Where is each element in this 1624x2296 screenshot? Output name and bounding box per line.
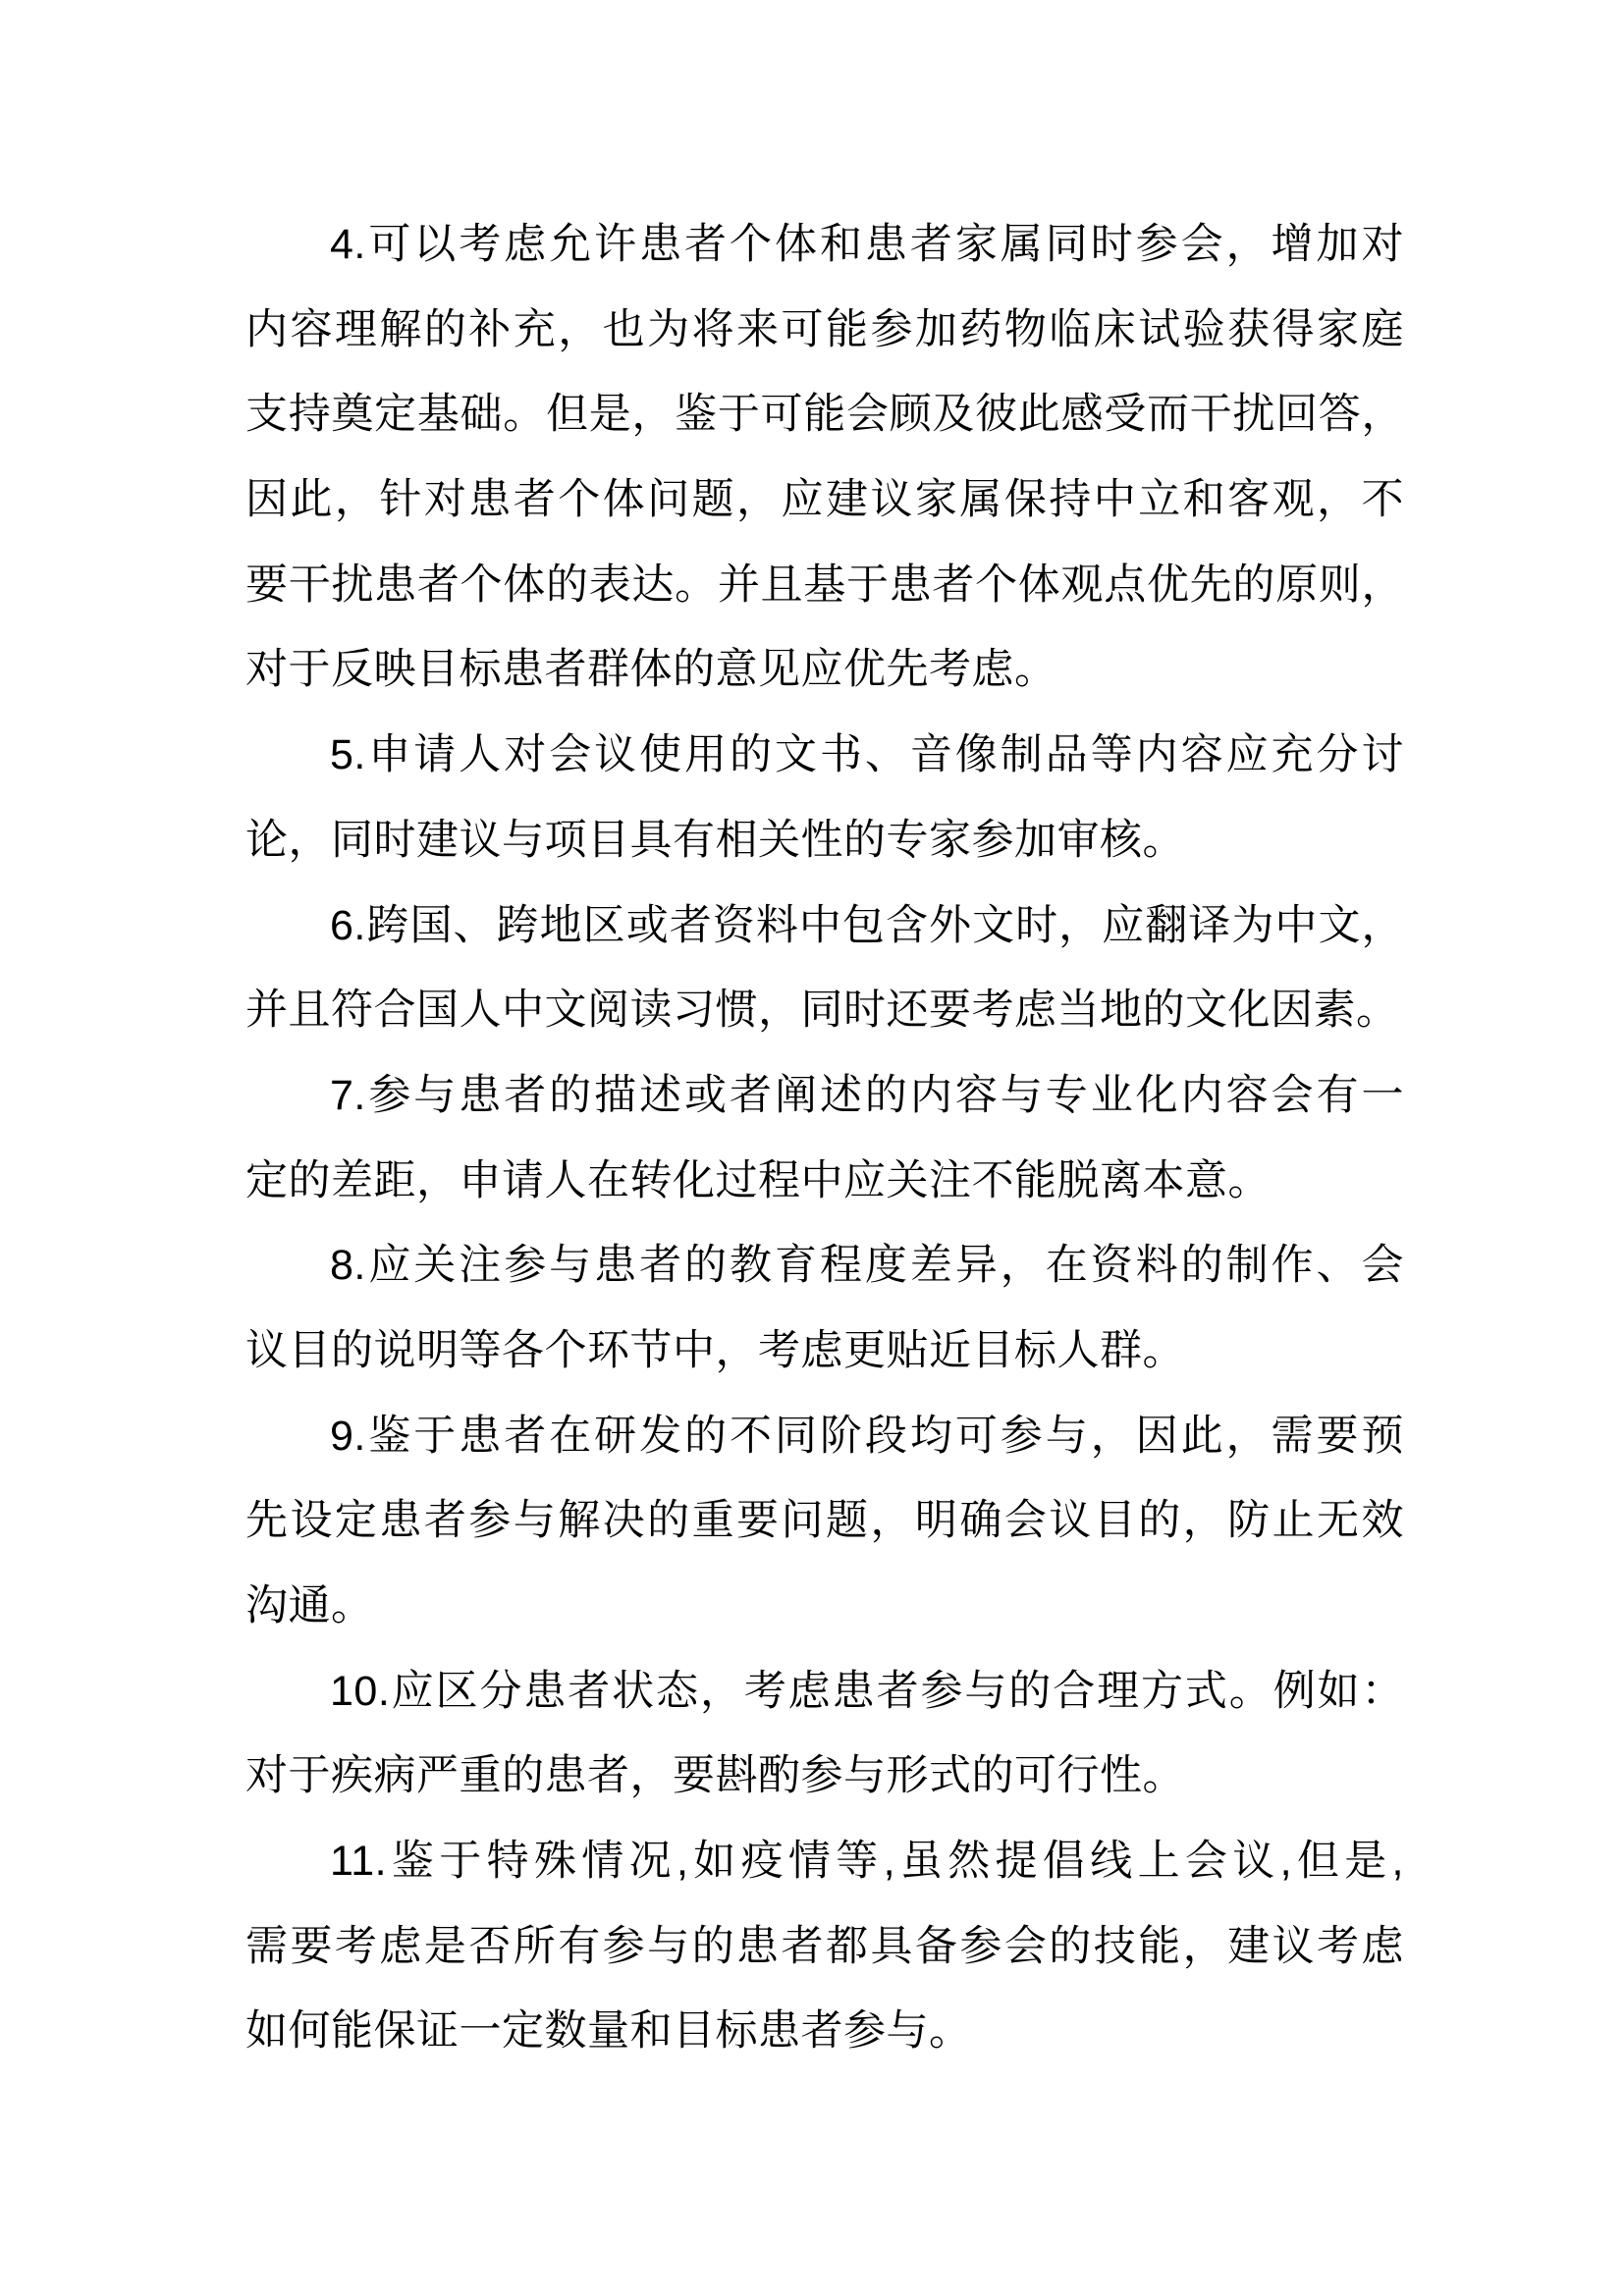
paragraph-4-line-5: 要干扰患者个体的表达。并且基于患者个体观点优先的原则， <box>245 561 1404 609</box>
text-content <box>245 202 1404 2074</box>
paragraph-11-line-2: 需要考虑是否所有参与的患者都具备参会的技能，建议考虑 <box>245 1922 1404 1970</box>
paragraph-7-line-2: 定的差距，申请人在转化过程中应关注不能脱离本意。 <box>245 1156 1271 1204</box>
paragraph-7-line-1: 7.参与患者的描述或者阐述的内容与专业化内容会有一 <box>330 1071 1404 1119</box>
paragraph-9-line-2: 先设定患者参与解决的重要问题，明确会议目的，防止无效 <box>245 1497 1404 1545</box>
paragraph-7 <box>245 1053 1404 1223</box>
paragraph-5-line-2: 论，同时建议与项目具有相关性的专家参加审核。 <box>245 816 1185 864</box>
paragraph-9-line-1: 9.鉴于患者在研发的不同阶段均可参与，因此，需要预 <box>330 1412 1404 1460</box>
paragraph-10-line-2: 对于疾病严重的患者，要斟酌参与形式的可行性。 <box>245 1752 1185 1800</box>
paragraph-11-line-3: 如何能保证一定数量和目标患者参与。 <box>245 2007 972 2056</box>
paragraph-10-line-1: 10.应区分患者状态，考虑患者参与的合理方式。例如： <box>330 1667 1404 1715</box>
paragraph-4-line-1: 4.可以考虑允许患者个体和患者家属同时参会，增加对 <box>330 221 1404 268</box>
paragraph-6-line-2: 并且符合国人中文阅读习惯，同时还要考虑当地的文化因素。 <box>245 987 1399 1035</box>
paragraph-4 <box>245 202 1404 713</box>
paragraph-9 <box>245 1394 1404 1649</box>
paragraph-11 <box>245 1819 1404 2074</box>
paragraph-4-line-3: 支持奠定基础。但是，鉴于可能会顾及彼此感受而干扰回答， <box>245 391 1404 439</box>
paragraph-4-line-2: 内容理解的补充，也为将来可能参加药物临床试验获得家庭 <box>245 305 1404 353</box>
paragraph-4-line-6: 对于反映目标患者群体的意见应优先考虑。 <box>245 646 1057 694</box>
paragraph-4-line-4: 因此，针对患者个体问题，应建议家属保持中立和客观，不 <box>245 476 1404 524</box>
paragraph-10 <box>245 1649 1404 1819</box>
paragraph-8-line-1: 8.应关注参与患者的教育程度差异，在资料的制作、会 <box>330 1242 1404 1290</box>
paragraph-9-line-3: 沟通。 <box>245 1582 374 1629</box>
paragraph-6 <box>245 883 1404 1053</box>
paragraph-8 <box>245 1223 1404 1393</box>
paragraph-11-line-1: 11.鉴于特殊情况,如疫情等,虽然提倡线上会议,但是, <box>330 1838 1404 1886</box>
paragraph-5-line-1: 5.申请人对会议使用的文书、音像制品等内容应充分讨 <box>330 731 1404 779</box>
paragraph-8-line-2: 议目的说明等各个环节中，考虑更贴近目标人群。 <box>245 1326 1185 1374</box>
paragraph-6-line-1: 6.跨国、跨地区或者资料中包含外文时，应翻译为中文， <box>330 901 1404 949</box>
paragraph-5 <box>245 713 1404 882</box>
